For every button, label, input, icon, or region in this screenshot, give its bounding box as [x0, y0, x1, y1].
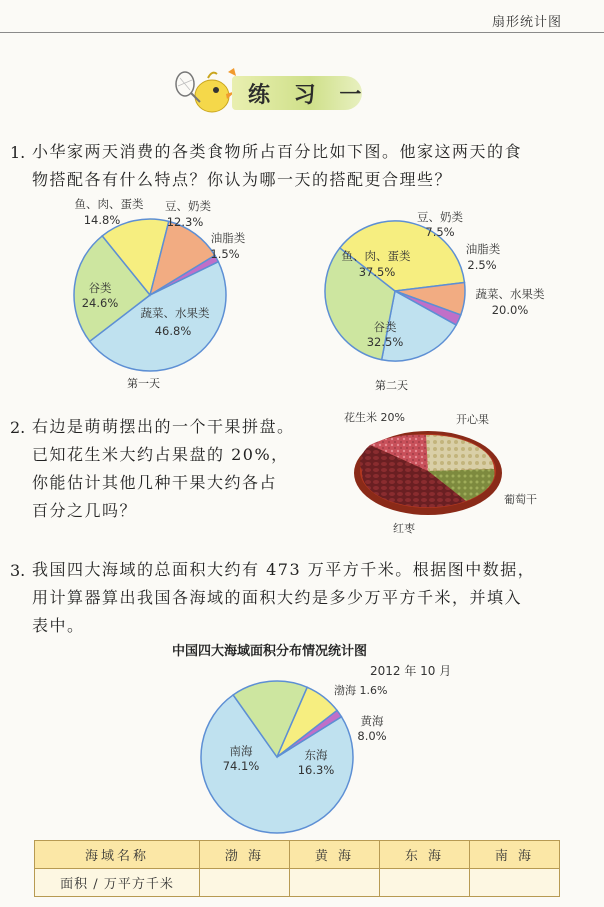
sea-donghai-pct: 16.3% — [297, 763, 335, 777]
q3-number: 3. — [10, 561, 26, 580]
plate-jujube-label: 红枣 — [393, 522, 415, 535]
sea-bohai-label: 渤海 1.6% — [334, 684, 388, 697]
plate-peanut-label: 花生米 20% — [344, 411, 405, 424]
table-header-cell: 海域名称 — [35, 841, 200, 869]
plate-raisin-label: 葡萄干 — [504, 493, 537, 506]
q1-number: 1. — [10, 143, 26, 162]
q2-line1: 右边是萌萌摆出的一个干果拼盘。 — [32, 417, 295, 436]
sea-huanghai-pct: 8.0% — [357, 729, 387, 743]
day1-oil-pct: 1.5% — [210, 247, 240, 261]
day2-caption: 第二天 — [375, 379, 408, 392]
day1-oil-label: 油脂类 — [210, 231, 246, 245]
header-divider — [0, 32, 604, 33]
day1-grain-label: 谷类 — [88, 281, 112, 295]
day1-bean-label: 豆、奶类 — [165, 199, 211, 213]
day1-fish-label: 鱼、肉、蛋类 — [74, 197, 144, 211]
table-header-cell: 黄 海 — [290, 841, 380, 869]
day2-grain-label: 谷类 — [373, 320, 397, 334]
table-row-label: 面积 / 万平方千米 — [35, 869, 200, 897]
table-header-cell: 渤 海 — [200, 841, 290, 869]
table-header-cell: 南 海 — [470, 841, 560, 869]
q3-line1: 我国四大海域的总面积大约有 473 万平方千米。根据图中数据， — [32, 560, 536, 579]
day2-fish-pct: 37.5% — [358, 265, 396, 279]
answer-cell-nanhai[interactable] — [470, 869, 560, 897]
q1-line2: 物搭配各有什么特点？你认为哪一天的搭配更合理些？ — [32, 170, 453, 189]
dried-fruit-plate-image — [348, 425, 508, 520]
day1-caption: 第一天 — [127, 377, 160, 390]
table-header-cell: 东 海 — [380, 841, 470, 869]
day2-bean-label: 豆、奶类 — [417, 210, 463, 224]
table-row — [35, 869, 560, 897]
sea-chart-title: 中国四大海域面积分布情况统计图 — [172, 644, 368, 659]
day2-veg-label: 蔬菜、水果类 — [475, 287, 545, 301]
day2-bean-pct: 7.5% — [425, 225, 455, 239]
exercise-title: 练 习 一 — [248, 83, 370, 108]
sea-chart-date: 2012 年 10 月 — [370, 664, 452, 678]
day2-veg-pct: 20.0% — [491, 303, 529, 317]
q3-line2: 用计算器算出我国各海域的面积大约是多少万平方千米，并填入 — [32, 588, 523, 607]
day1-veg-label: 蔬菜、水果类 — [140, 306, 210, 320]
q1-line1: 小华家两天消费的各类食物所占百分比如下图。他家这两天的食 — [32, 142, 523, 161]
day1-bean-pct: 12.3% — [166, 215, 204, 229]
day1-fish-pct: 14.8% — [83, 213, 121, 227]
day2-fish-label: 鱼、肉、蛋类 — [341, 249, 411, 263]
q3-line3: 表中。 — [32, 616, 85, 635]
day1-grain-pct: 24.6% — [81, 296, 119, 310]
q2-number: 2. — [10, 418, 26, 437]
sea-donghai-name: 东海 — [304, 748, 328, 762]
day2-oil-label: 油脂类 — [465, 242, 501, 256]
sea-nanhai-name: 南海 — [229, 744, 253, 758]
day1-veg-pct: 46.8% — [154, 324, 192, 338]
plate-pistachio-label: 开心果 — [456, 413, 489, 426]
q2-line2: 已知花生米大约占果盘的 20%， — [32, 445, 289, 464]
sea-nanhai-pct: 74.1% — [222, 759, 260, 773]
answer-cell-huanghai[interactable] — [290, 869, 380, 897]
day2-grain-pct: 32.5% — [366, 335, 404, 349]
q2-line4: 百分之几吗？ — [32, 501, 138, 520]
sea-huanghai-name: 黄海 — [360, 714, 384, 728]
page-header-title: 扇形统计图 — [492, 15, 563, 30]
q2-line3: 你能估计其他几种干果大约各占 — [32, 473, 278, 492]
answer-cell-donghai[interactable] — [380, 869, 470, 897]
table-header-row — [35, 841, 560, 869]
answer-cell-bohai[interactable] — [200, 869, 290, 897]
sea-area-table — [34, 840, 560, 897]
day2-oil-pct: 2.5% — [467, 258, 497, 272]
